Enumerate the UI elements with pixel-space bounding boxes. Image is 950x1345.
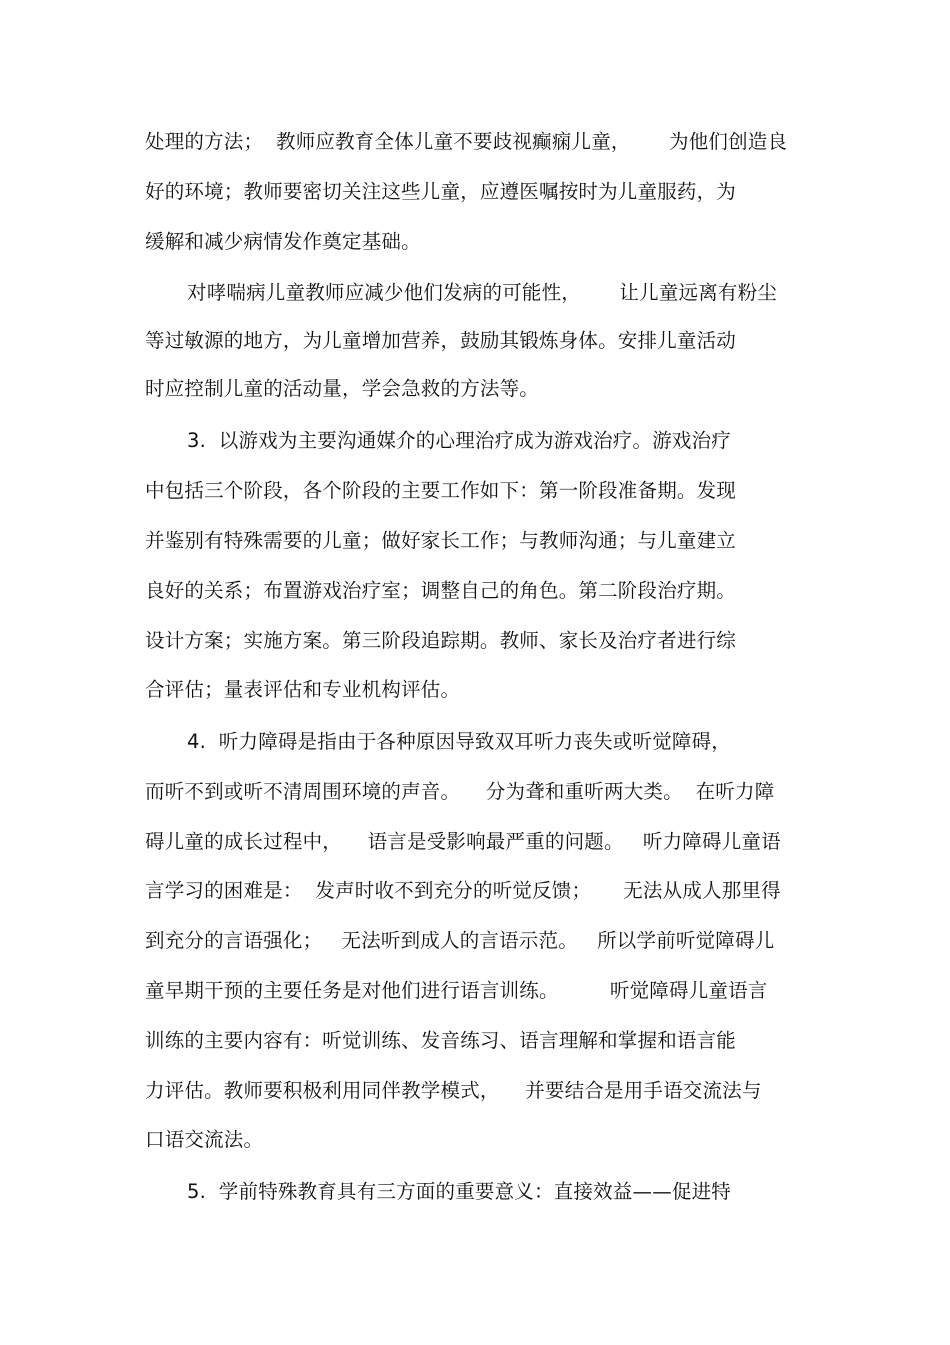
text-line: 言学习的困难是： 发声时收不到充分的听觉反馈； 无法从成人那里得 [145,879,781,902]
text-line: 训练的主要内容有：听觉训练、发音练习、语言理解和掌握和语言能 [145,1029,737,1052]
text-line: 力评估。教师要积极利用同伴教学模式， 并要结合是用手语交流法与 [145,1079,762,1102]
text-line: 等过敏源的地方，为儿童增加营养，鼓励其锻炼身体。安排儿童活动 [145,329,737,352]
text-line: 到充分的言语强化； 无法听到成人的言语示范。 所以学前听觉障碍儿 [145,929,775,952]
text-line: 3. 以游戏为主要沟通媒介的心理治疗成为游戏治疗。游戏治疗 [187,429,732,452]
text-line: 4. 听力障碍是指由于各种原因导致双耳听力丧失或听觉障碍， [187,730,732,753]
text-line: 缓解和减少病情发作奠定基础。 [145,230,421,253]
text-line: 碍儿童的成长过程中， 语言是受影响最严重的问题。 听力障碍儿童语 [145,830,781,853]
text-line: 并鉴别有特殊需要的儿童；做好家长工作；与教师沟通；与儿童建立 [145,529,737,552]
text-line: 好的环境；教师要密切关注这些儿童，应遵医嘱按时为儿童服药，为 [145,180,737,203]
text-line: 合评估；量表评估和专业机构评估。 [145,678,461,701]
text-line: 对哮喘病儿童教师应减少他们发病的可能性， 让儿童远离有粉尘 [187,281,777,304]
text-line: 5. 学前特殊教育具有三方面的重要意义：直接效益——促进特 [187,1180,732,1203]
text-line: 良好的关系；布置游戏治疗室；调整自己的角色。第二阶段治疗期。 [145,579,737,602]
text-line: 时应控制儿童的活动量，学会急救的方法等。 [145,377,540,400]
text-line: 设计方案；实施方案。第三阶段追踪期。教师、家长及治疗者进行综 [145,629,737,652]
text-line: 处理的方法； 教师应教育全体儿童不要歧视癫痫儿童， 为他们创造良 [145,130,788,153]
text-line: 口语交流法。 [145,1128,264,1151]
text-line: 童早期干预的主要任务是对他们进行语言训练。 听觉障碍儿童语言 [145,979,768,1002]
text-line: 中包括三个阶段，各个阶段的主要工作如下：第一阶段准备期。发现 [145,479,737,502]
text-line: 而听不到或听不清周围环境的声音。 分为聋和重听两大类。 在听力障 [145,780,775,803]
